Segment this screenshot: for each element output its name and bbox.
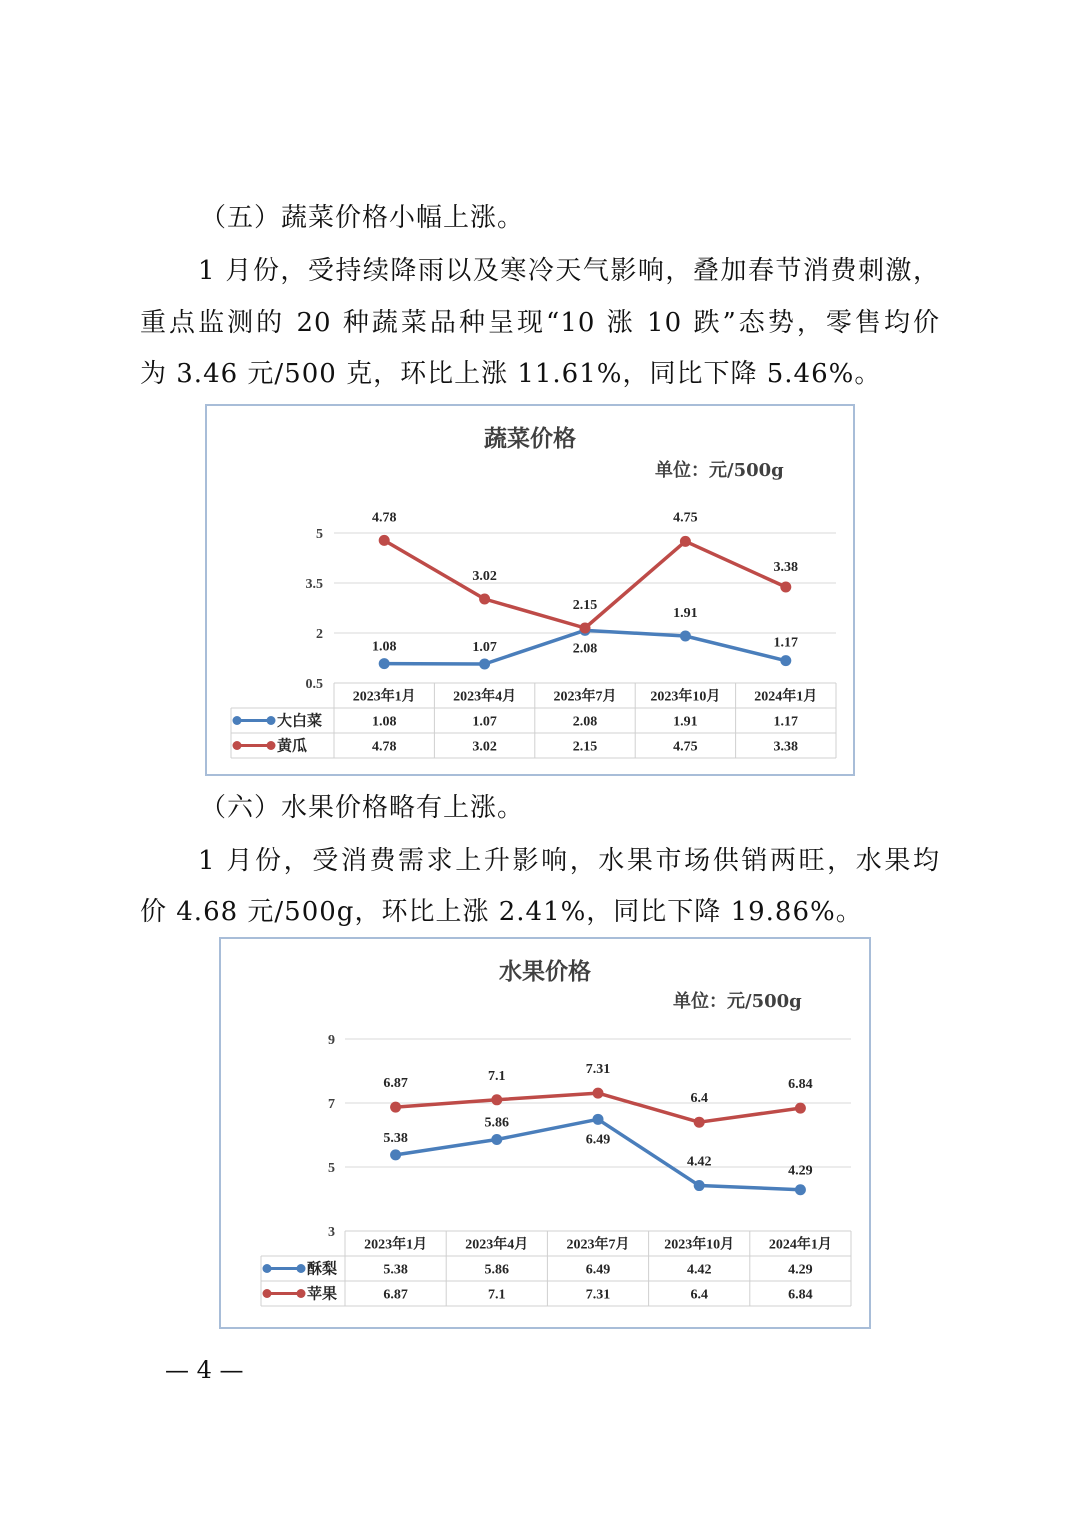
- paragraph-line: 1 月份，受持续降雨以及寒冷天气影响，叠加春节消费刺激，: [198, 256, 940, 286]
- legend-label: 大白菜: [277, 713, 323, 730]
- data-point: [491, 1094, 502, 1105]
- chart-title: 水果价格: [499, 958, 591, 985]
- table-cell-value: 2.08: [572, 714, 598, 730]
- x-category-label: 2023年10月: [664, 1237, 735, 1253]
- data-point: [694, 1117, 705, 1128]
- table-cell-value: 1.07: [472, 714, 497, 730]
- paragraph-line: 1 月份，受消费需求上升影响，水果市场供销两旺，水果均: [198, 846, 940, 876]
- data-label: 3.38: [773, 560, 799, 575]
- y-tick-label: 9: [328, 1033, 335, 1048]
- data-point: [795, 1184, 806, 1195]
- data-point: [795, 1103, 806, 1114]
- data-point: [680, 631, 691, 642]
- data-point: [780, 655, 791, 666]
- data-point: [580, 623, 591, 634]
- y-tick-label: 3: [328, 1225, 335, 1240]
- legend-label: 黄瓜: [277, 738, 308, 755]
- data-label: 4.29: [788, 1163, 813, 1179]
- table-cell-value: 6.49: [585, 1262, 611, 1278]
- table-cell-value: 1.17: [773, 714, 799, 730]
- paragraph-line: 为 3.46 元/500 克，环比上涨 11.61%，同比下降 5.46%。: [140, 359, 882, 389]
- legend-marker: [263, 1289, 272, 1298]
- table-cell-value: 6.84: [788, 1287, 813, 1303]
- x-category-label: 2023年1月: [364, 1237, 428, 1253]
- data-label: 2.08: [572, 641, 598, 657]
- x-category-label: 2023年1月: [352, 689, 416, 705]
- legend-marker: [297, 1289, 306, 1298]
- table-cell-value: 4.75: [673, 739, 698, 755]
- table-cell-value: 7.1: [488, 1287, 506, 1303]
- table-cell-value: 1.08: [371, 714, 397, 730]
- legend-label: 苹果: [307, 1286, 338, 1303]
- data-label: 1.08: [371, 639, 397, 655]
- data-point: [593, 1114, 604, 1125]
- data-point: [479, 594, 490, 605]
- data-point: [379, 658, 390, 669]
- fruit-price-chart: [219, 937, 871, 1329]
- x-category-label: 2023年7月: [566, 1237, 630, 1253]
- legend-marker: [233, 716, 242, 725]
- legend-marker: [233, 741, 242, 750]
- data-point: [390, 1149, 401, 1160]
- data-label: 5.86: [484, 1115, 510, 1131]
- data-label: 5.38: [383, 1130, 408, 1146]
- y-tick-label: 3.5: [305, 577, 323, 592]
- chart-plot: [207, 406, 857, 778]
- data-point: [479, 659, 490, 670]
- data-label: 1.07: [472, 640, 497, 655]
- data-label: 6.4: [690, 1091, 708, 1107]
- x-category-label: 2023年4月: [465, 1237, 529, 1253]
- legend-marker: [267, 716, 276, 725]
- x-category-label: 2024年1月: [768, 1237, 832, 1253]
- section-heading-vegetables: （五）蔬菜价格小幅上涨。: [200, 203, 525, 233]
- data-label: 4.75: [673, 510, 698, 526]
- x-category-label: 2023年10月: [650, 689, 721, 705]
- table-cell-value: 6.87: [383, 1287, 408, 1303]
- page-number: — 4 —: [165, 1356, 244, 1384]
- data-label: 6.49: [585, 1132, 611, 1148]
- legend-marker: [267, 741, 276, 750]
- table-cell-value: 6.4: [690, 1287, 708, 1303]
- table-cell-value: 4.42: [686, 1262, 712, 1278]
- series-line-酥梨: [396, 1119, 801, 1189]
- table-cell-value: 3.38: [773, 739, 799, 755]
- data-label: 4.42: [686, 1154, 712, 1170]
- series-line-黄瓜: [384, 540, 786, 628]
- table-cell-value: 7.31: [585, 1287, 611, 1303]
- chart-unit-label: 单位：元/500g: [655, 460, 784, 481]
- data-label: 3.02: [472, 569, 497, 584]
- y-tick-label: 2: [316, 627, 323, 642]
- table-cell-value: 4.29: [788, 1262, 813, 1278]
- data-point: [593, 1088, 604, 1099]
- data-point: [390, 1102, 401, 1113]
- table-cell-value: 5.86: [484, 1262, 510, 1278]
- x-category-label: 2024年1月: [754, 689, 818, 705]
- x-category-label: 2023年4月: [453, 689, 517, 705]
- x-category-label: 2023年7月: [553, 689, 617, 705]
- paragraph-line: 重点监测的 20 种蔬菜品种呈现“10 涨 10 跌”态势，零售均价: [140, 308, 940, 338]
- data-label: 2.15: [572, 598, 598, 613]
- data-point: [491, 1134, 502, 1145]
- table-cell-value: 5.38: [383, 1262, 408, 1278]
- section-heading-fruits: （六）水果价格略有上涨。: [200, 793, 525, 823]
- data-point: [780, 582, 791, 593]
- data-label: 7.31: [585, 1062, 611, 1078]
- chart-plot: [221, 939, 873, 1331]
- table-cell-value: 1.91: [673, 714, 698, 730]
- data-label: 6.84: [788, 1077, 813, 1093]
- y-tick-label: 7: [328, 1097, 335, 1112]
- data-label: 4.78: [371, 510, 397, 526]
- legend-label: 酥梨: [307, 1261, 338, 1278]
- data-label: 6.87: [383, 1076, 408, 1092]
- chart-title: 蔬菜价格: [484, 425, 576, 452]
- table-cell-value: 3.02: [472, 739, 497, 755]
- data-label: 1.91: [673, 606, 698, 621]
- y-tick-label: 5: [328, 1161, 335, 1176]
- legend-marker: [263, 1264, 272, 1273]
- data-point: [680, 536, 691, 547]
- y-tick-label: 0.5: [305, 677, 323, 692]
- paragraph-line: 价 4.68 元/500g，环比上涨 2.41%，同比下降 19.86%。: [140, 897, 863, 927]
- table-cell-value: 2.15: [572, 739, 598, 755]
- legend-marker: [297, 1264, 306, 1273]
- y-tick-label: 5: [316, 527, 323, 542]
- data-label: 7.1: [488, 1068, 506, 1084]
- vegetable-price-chart: [205, 404, 855, 776]
- data-point: [694, 1180, 705, 1191]
- data-label: 1.17: [773, 635, 799, 651]
- chart-unit-label: 单位：元/500g: [673, 991, 802, 1012]
- table-cell-value: 4.78: [371, 739, 397, 755]
- data-point: [379, 535, 390, 546]
